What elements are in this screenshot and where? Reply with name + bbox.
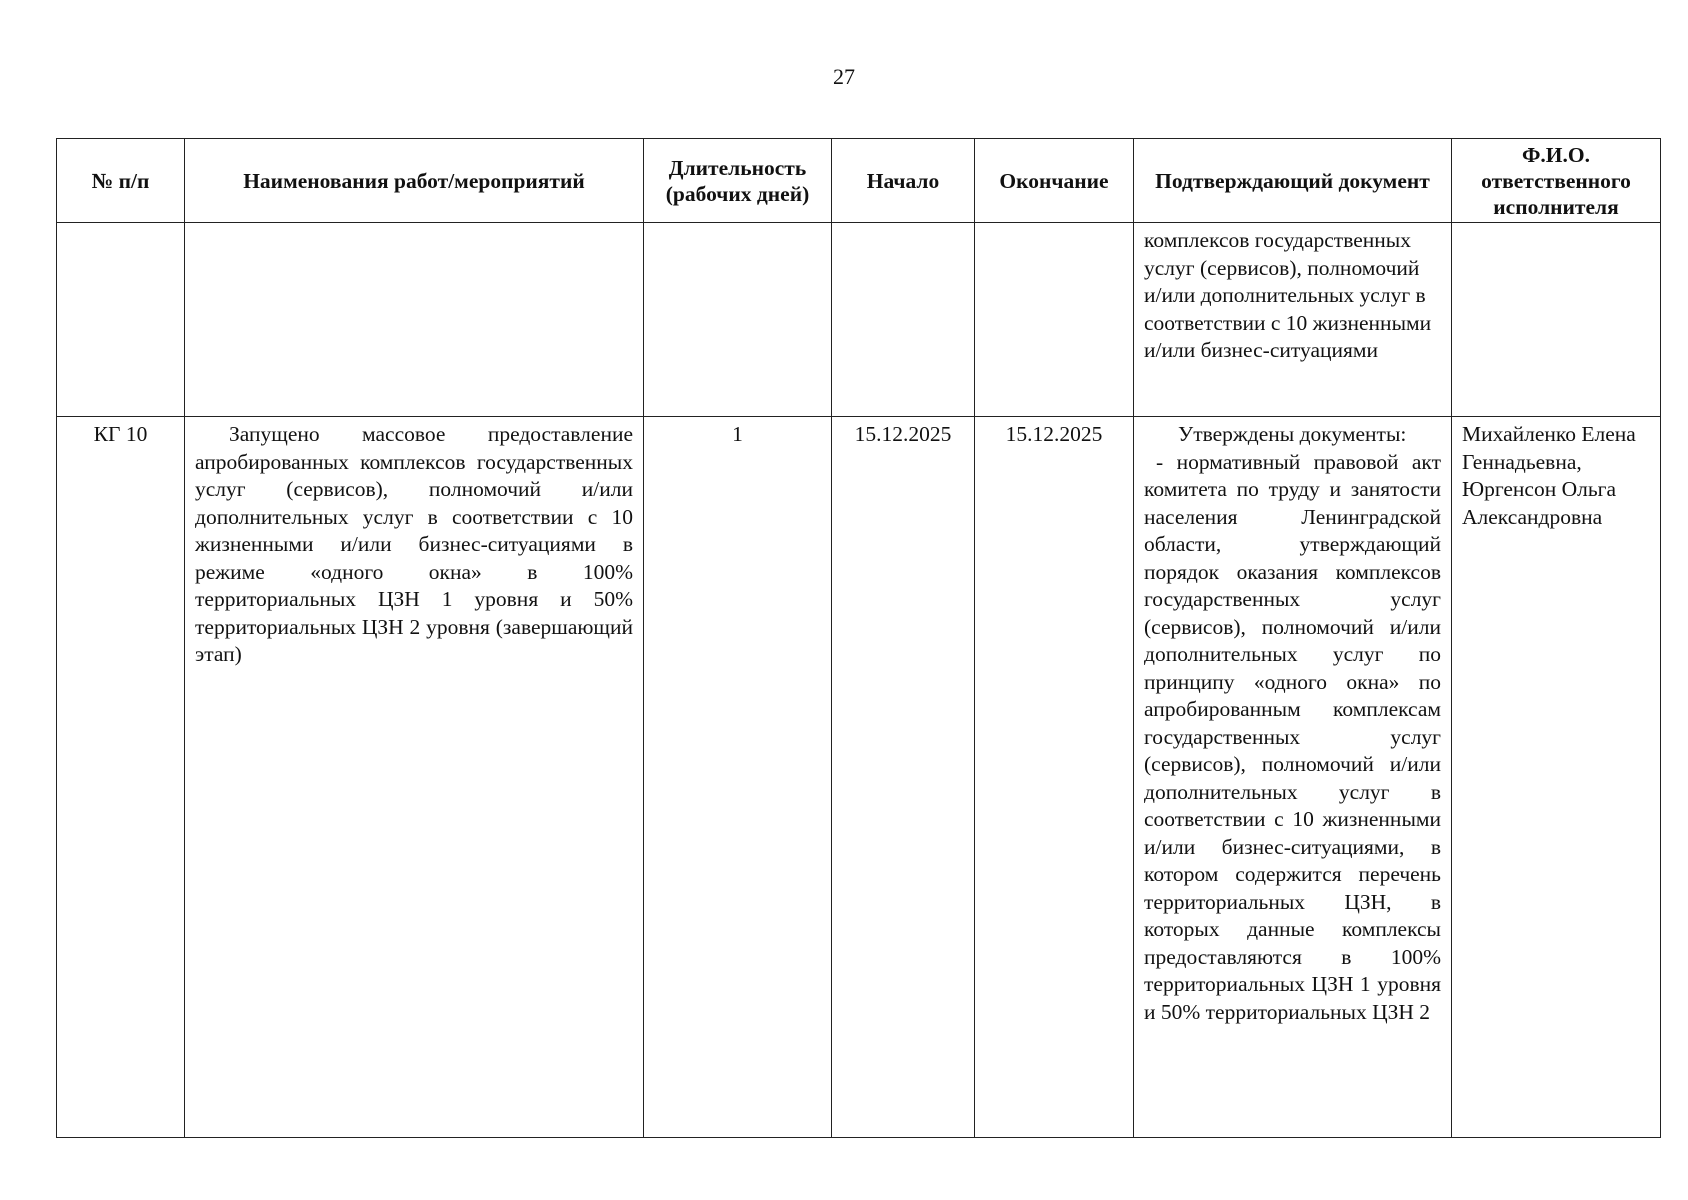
header-num: № п/п	[57, 139, 185, 223]
cell-responsible: Михайленко Елена Геннадьевна, Юргенсон Ольга Александровна	[1452, 417, 1661, 1138]
header-duration: Длительность (рабочих дней)	[644, 139, 832, 223]
header-document: Подтверждающий документ	[1134, 139, 1452, 223]
header-responsible: Ф.И.О. ответственного исполнителя	[1452, 139, 1661, 223]
document-title: Утверждены документы:	[1178, 422, 1407, 446]
cell-responsible	[1452, 223, 1661, 417]
document-body: - нормативный правовой акт комитета по труду и занятости населения Ленинградской области, утверждающий порядок оказания комплексов государственных услуг (сервисов), полномочий и/или дополнительных услуг по принципу «одного окна» по апробированным комплексам государственных услуг (сервисов), полномочий и/или дополнительных услуг в соответствии с 10 жизненными и/или бизнес-ситуациями, в котором содержится перечень территориальных ЦЗН, в которых данные комплексы предоставляются в 100% территориальных ЦЗН 1 уровня и 50% территориальных ЦЗН 2	[1144, 449, 1441, 1024]
cell-num	[57, 223, 185, 417]
page-number: 27	[833, 64, 855, 89]
cell-start	[832, 223, 975, 417]
cell-start: 15.12.2025	[832, 417, 975, 1138]
work-plan-table	[56, 138, 1661, 1138]
table-row-continuation	[57, 223, 1661, 417]
table-row	[57, 417, 1661, 1138]
cell-duration: 1	[644, 417, 832, 1138]
cell-name	[185, 223, 644, 417]
cell-name: Запущено массовое предоставление апробированных комплексов государственных услуг (сервисов), полномочий и/или дополнительных услуг в соответствии с 10 жизненными и/или бизнес-ситуациями в режиме «одного окна» в 100% территориальных ЦЗН 1 уровня и 50% территориальных ЦЗН 2 уровня (завершающий этап)	[185, 417, 644, 1138]
header-name: Наименования работ/мероприятий	[185, 139, 644, 223]
header-start: Начало	[832, 139, 975, 223]
cell-end: 15.12.2025	[975, 417, 1134, 1138]
cell-document	[1134, 417, 1452, 1138]
cell-document: комплексов государственных услуг (сервисов), полномочий и/или дополнительных услуг в соответствии с 10 жизненными и/или бизнес-ситуациями	[1134, 223, 1452, 417]
header-end: Окончание	[975, 139, 1134, 223]
cell-num: КГ 10	[57, 417, 185, 1138]
table-header-row	[57, 139, 1661, 223]
cell-duration	[644, 223, 832, 417]
cell-end	[975, 223, 1134, 417]
